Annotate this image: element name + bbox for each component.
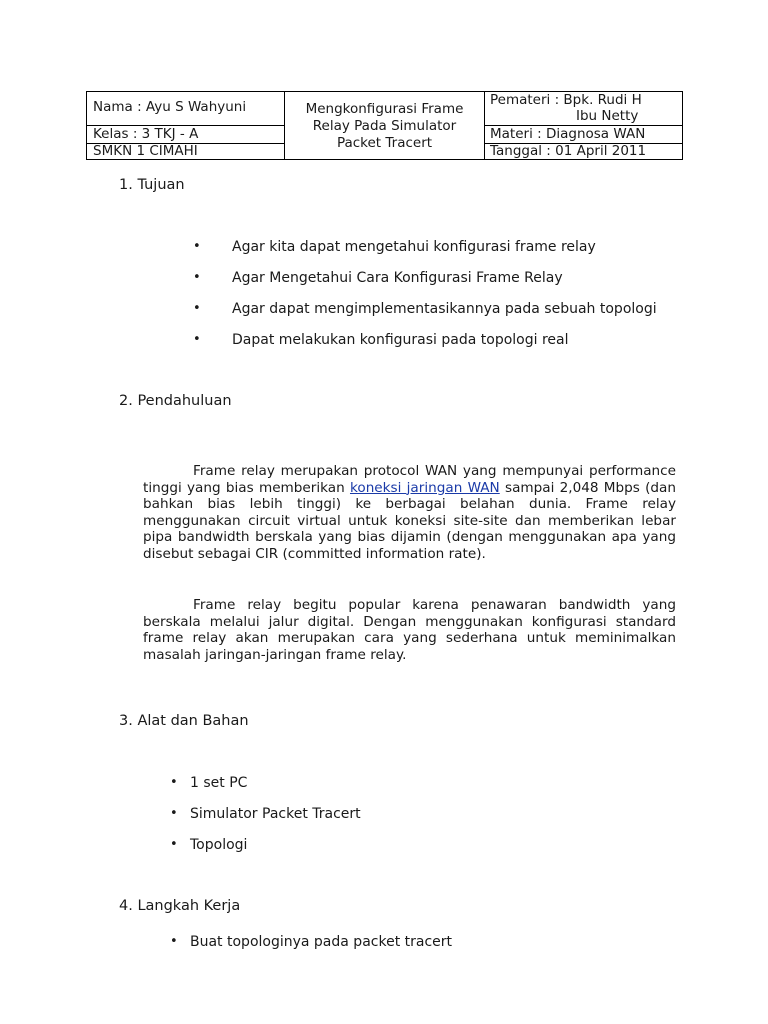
list-item: • Agar Mengetahui Cara Konfigurasi Frame Relay xyxy=(193,270,563,286)
list-item: • Topologi xyxy=(170,837,248,853)
instructor xyxy=(485,92,682,126)
list-item: • Simulator Packet Tracert xyxy=(170,806,361,822)
bullet-icon: • xyxy=(170,775,178,790)
heading-langkah-kerja: 4. Langkah Kerja xyxy=(119,898,241,914)
instructor-line-1: Pemateri : Bpk. Rudi H xyxy=(490,92,642,108)
list-item: • Agar kita dapat mengetahui konfigurasi frame relay xyxy=(193,239,596,255)
bullet-icon: • xyxy=(193,301,201,316)
subject: Materi : Diagnosa WAN xyxy=(485,126,682,144)
heading-tujuan: 1. Tujuan xyxy=(119,177,185,193)
heading-pendahuluan: 2. Pendahuluan xyxy=(119,393,232,409)
document-title xyxy=(285,92,485,160)
list-item: • Buat topologinya pada packet tracert xyxy=(170,934,453,950)
bullet-icon: • xyxy=(170,934,178,949)
title-line-2: Relay Pada Simulator xyxy=(312,118,457,134)
tujuan-list xyxy=(193,239,657,363)
school-name: SMKN 1 CIMAHI xyxy=(87,144,285,160)
link-koneksi-jaringan-wan[interactable]: koneksi jaringan WAN xyxy=(349,479,500,496)
bullet-icon: • xyxy=(170,806,178,821)
bullet-icon: • xyxy=(170,837,178,852)
instructor-line-2: Ibu Netty xyxy=(576,108,639,124)
list-item: • Agar dapat mengimplementasikannya pada sebuah topologi xyxy=(193,301,657,317)
alat-list xyxy=(170,775,361,868)
list-item: • 1 set PC xyxy=(170,775,248,791)
bullet-icon: • xyxy=(193,239,201,254)
date: Tanggal : 01 April 2011 xyxy=(490,143,647,159)
heading-alat-bahan: 3. Alat dan Bahan xyxy=(119,713,249,729)
langkah-list xyxy=(170,934,453,965)
bullet-icon: • xyxy=(193,270,201,285)
title-line-3: Packet Tracert xyxy=(336,135,433,151)
title-line-1: Mengkonfigurasi Frame xyxy=(305,101,464,117)
student-name: Nama : Ayu S Wahyuni xyxy=(87,92,285,126)
paragraph-popular: Frame relay begitu popular karena penawaran bandwidth yang berskala melalui jalur digital. Dengan menggunakan konfigurasi standard frame relay akan merupakan cara yang sederhana untuk meminimalkan masalah jaringan-jaringan frame relay. xyxy=(143,597,676,663)
bullet-icon: • xyxy=(193,332,201,347)
list-item: • Dapat melakukan konfigurasi pada topologi real xyxy=(193,332,569,348)
student-class: Kelas : 3 TKJ - A xyxy=(87,126,285,144)
paragraph-intro: Frame relay merupakan protocol WAN yang mempunyai performance tinggi yang bias memberikan koneksi jaringan WAN sampai 2,048 Mbps (dan bahkan bias lebih tinggi) ke berbagai belahan dunia. Frame relay menggunakan circuit virtual untuk koneksi site-site dan memberikan lebar pipa bandwidth berskala yang bias dijamin (dengan menggunakan apa yang disebut sebagai CIR (committed information rate). xyxy=(143,463,676,562)
header-table xyxy=(86,91,683,160)
